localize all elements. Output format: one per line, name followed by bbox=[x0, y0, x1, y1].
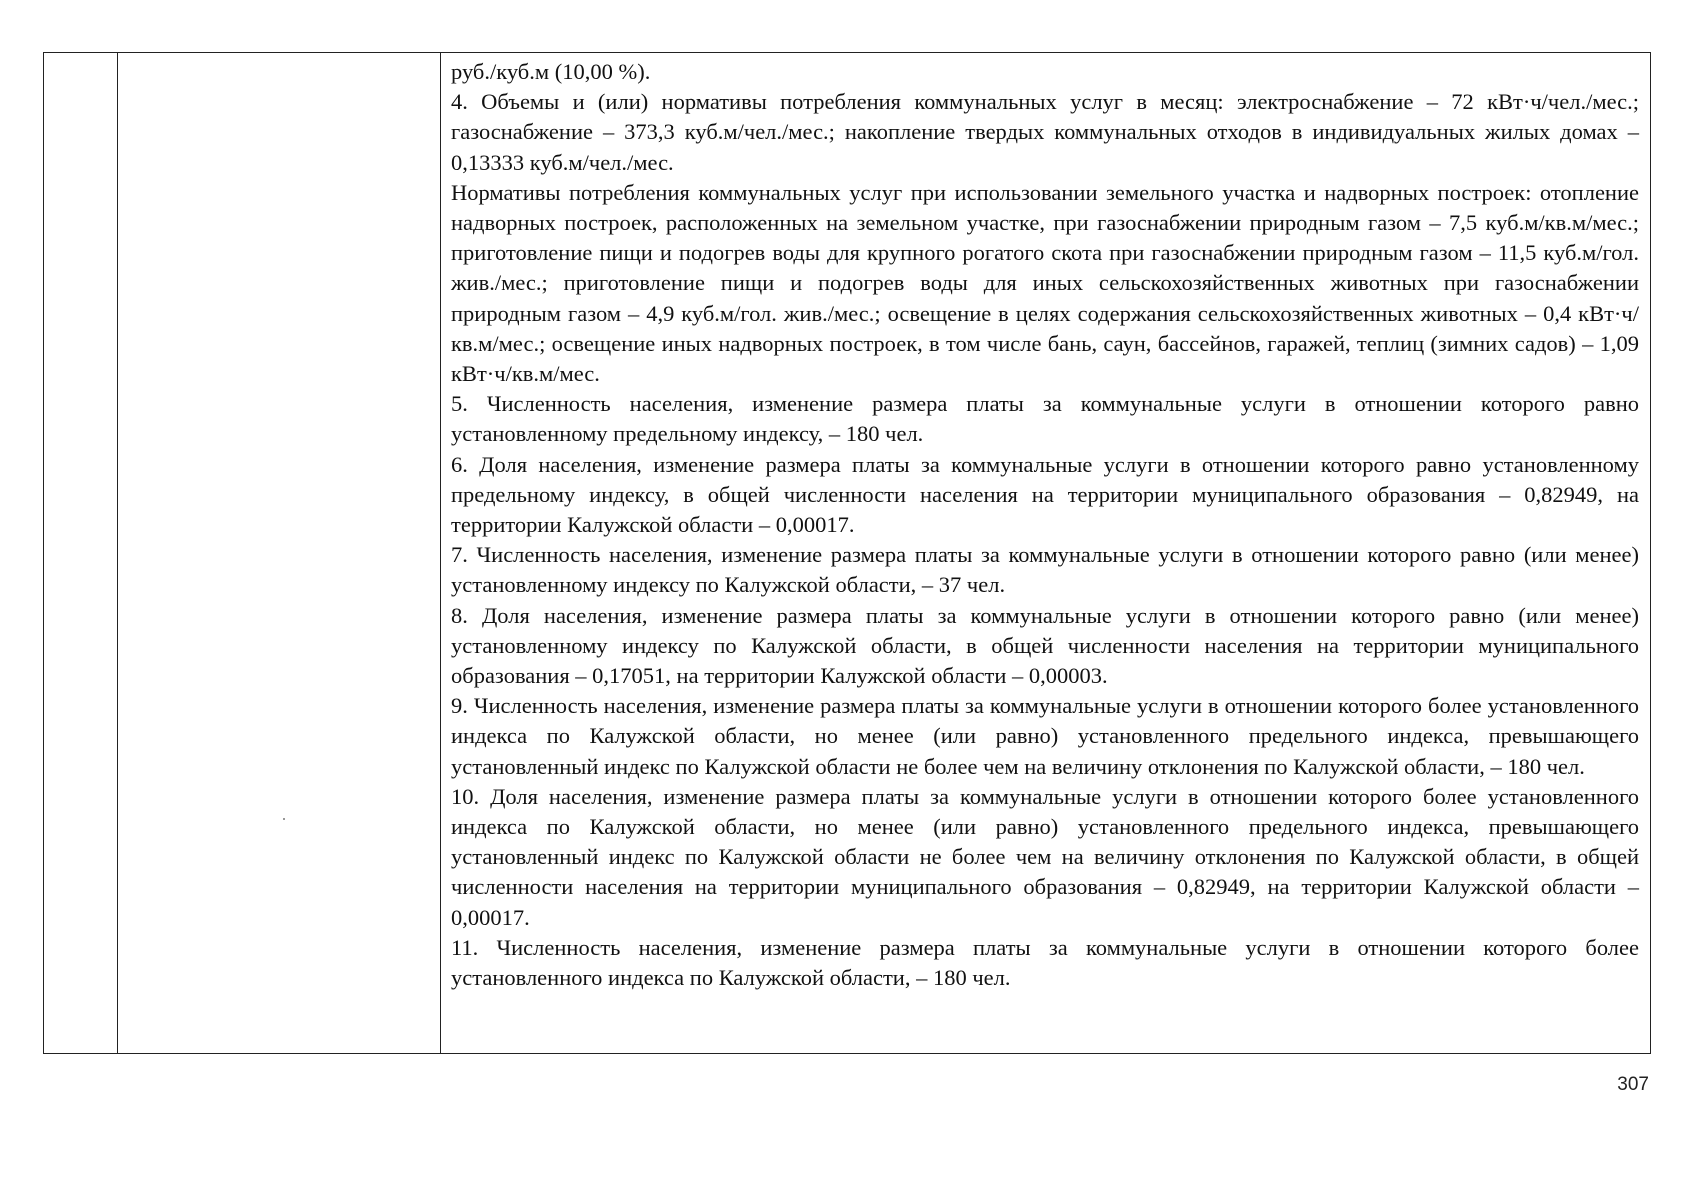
paragraph-tariff-tail: руб./куб.м (10,00 %). bbox=[451, 59, 651, 84]
paragraph-item-6: 6. Доля населения, изменение размера платы за коммунальные услуги в отношении которого равно установленному предельному индексу, в общей численности населения на территории муниципального образования – 0,82949, на территории Калужской области – 0,00017. bbox=[451, 451, 1639, 538]
table-column-name bbox=[118, 53, 441, 1053]
paragraph-item-5: 5. Численность населения, изменение размера платы за коммунальные услуги в отношении которого равно установленному предельному индексу, – 180 чел. bbox=[451, 391, 1639, 447]
table-column-number bbox=[44, 53, 118, 1053]
paragraph-item-8: 8. Доля населения, изменение размера платы за коммунальные услуги в отношении которого равно (или менее) установленному индексу по Калужской области, в общей численности населения на территории муниципального образования – 0,17051, на территории Калужской области – 0,00003. bbox=[451, 602, 1639, 689]
paragraph-item-9: 9. Численность населения, изменение размера платы за коммунальные услуги в отношении которого более установленного индекса по Калужской области, но менее (или равно) установленного предельного индекса, превышающего установленный индекс по Калужской области не более чем на величину отклонения по Калужской области, – 180 чел. bbox=[451, 693, 1639, 779]
paragraph-item-7: 7. Численность населения, изменение размера платы за коммунальные услуги в отношении которого равно (или менее) установленному индексу по Калужской области, – 37 чел. bbox=[451, 542, 1639, 598]
paragraph-norms-land: Нормативы потребления коммунальных услуг при использовании земельного участка и надворных построек: отопление надворных построек, расположенных на земельном участке, при газоснабжении природным газом – 7,5 куб.м/кв.м/мес.; приготовление пищи и подогрев воды для крупного рогатого скота при газоснабжении природным газом – 11,5 куб.м/гол. жив./мес.; приготовление пищи и подогрев воды для иных сельскохозяйственных животных при газоснабжении природным газом – 4,9 куб.м/гол. жив./мес.; освещение в целях содержания сельскохозяйственных животных – 0,4 кВт·ч/кв.м/мес.; освещение иных надворных построек, в том числе бань, саун, бассейнов, гаражей, теплиц (зимних садов) – 1,09 кВт·ч/кв.м/мес. bbox=[451, 179, 1639, 387]
paragraph-item-10: 10. Доля населения, изменение размера платы за коммунальные услуги в отношении которого более установленного индекса по Калужской области, но менее (или равно) установленного предельного индекса, превышающего установленный индекс по Калужской области не более чем на величину отклонения по Калужской области, в общей численности населения на территории муниципального образования – 0,82949, на территории Калужской области – 0,00017. bbox=[451, 783, 1639, 930]
table-column-content bbox=[441, 53, 1650, 1053]
paragraph-item-11: 11. Численность населения, изменение размера платы за коммунальные услуги в отношении которого более установленного индекса по Калужской области, – 180 чел. bbox=[451, 934, 1639, 991]
paragraph-item-4: 4. Объемы и (или) нормативы потребления коммунальных услуг в месяц: электроснабжение – 72 кВт·ч/чел./мес.; газоснабжение – 373,3 куб.м/чел./мес.; накопление твердых коммунальных отходов в индивидуальных жилых домах – 0,13333 куб.м/чел./мес. bbox=[451, 89, 1639, 175]
document-table bbox=[43, 52, 1651, 1054]
page-number: 307 bbox=[1617, 1074, 1649, 1095]
scan-speck bbox=[283, 818, 285, 820]
